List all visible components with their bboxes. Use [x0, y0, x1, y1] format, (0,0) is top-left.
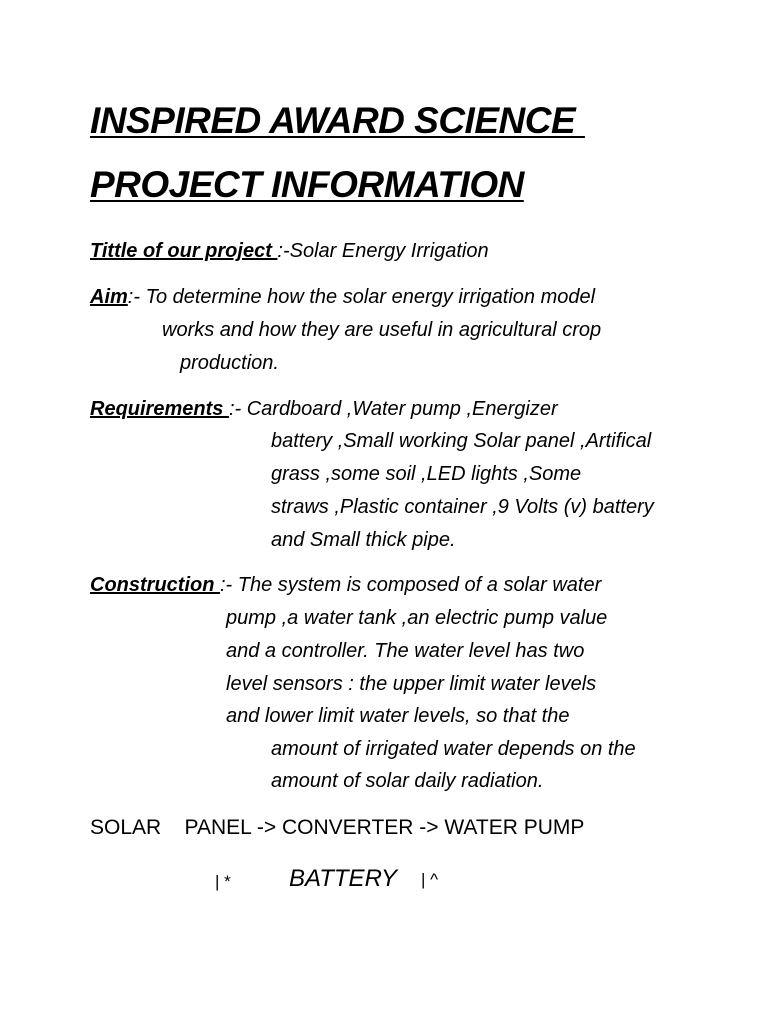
flow-line: SOLAR PANEL -> CONVERTER -> WATER PUMP: [90, 816, 585, 839]
project-title-row: [90, 239, 489, 263]
construction-line: and a controller. The water level has two: [226, 640, 585, 662]
requirements-label: Requirements: [90, 398, 229, 420]
aim-line: production.: [180, 352, 279, 374]
construction-line: amount of solar daily radiation.: [271, 770, 544, 792]
requirements-line: grass ,some soil ,LED lights ,Some: [271, 463, 582, 485]
requirements-row: [90, 397, 558, 421]
flow-battery-label: BATTERY: [289, 865, 398, 892]
construction-label: Construction: [90, 574, 220, 596]
construction-line: :- The system is composed of a solar water: [220, 574, 602, 596]
requirements-line: battery ,Small working Solar panel ,Artifical: [271, 430, 652, 452]
project-title-value: :-Solar Energy Irrigation: [277, 240, 489, 262]
aim-row: [90, 285, 595, 309]
construction-line: level sensors : the upper limit water levels: [226, 673, 597, 695]
title-line-1: INSPIRED AWARD SCIENCE: [90, 100, 585, 141]
construction-line: and lower limit water levels, so that the: [226, 705, 570, 727]
title-line-2: PROJECT INFORMATION: [90, 164, 524, 205]
construction-line: pump ,a water tank ,an electric pump value: [226, 607, 608, 629]
requirements-line: :- Cardboard ,Water pump ,Energizer: [228, 398, 558, 420]
aim-label: Aim: [90, 286, 128, 308]
aim-line: works and how they are useful in agricultural crop: [162, 319, 602, 341]
flow-left-marker: | *: [215, 872, 231, 891]
construction-line: amount of irrigated water depends on the: [271, 738, 636, 760]
aim-line: :- To determine how the solar energy irrigation model: [127, 286, 596, 308]
flow-right-marker: | ^: [421, 870, 439, 889]
requirements-line: and Small thick pipe.: [271, 529, 456, 551]
project-title-label: Tittle of our project: [90, 240, 278, 262]
construction-row: [90, 573, 601, 597]
requirements-line: straws ,Plastic container ,9 Volts (v) battery: [271, 496, 654, 518]
